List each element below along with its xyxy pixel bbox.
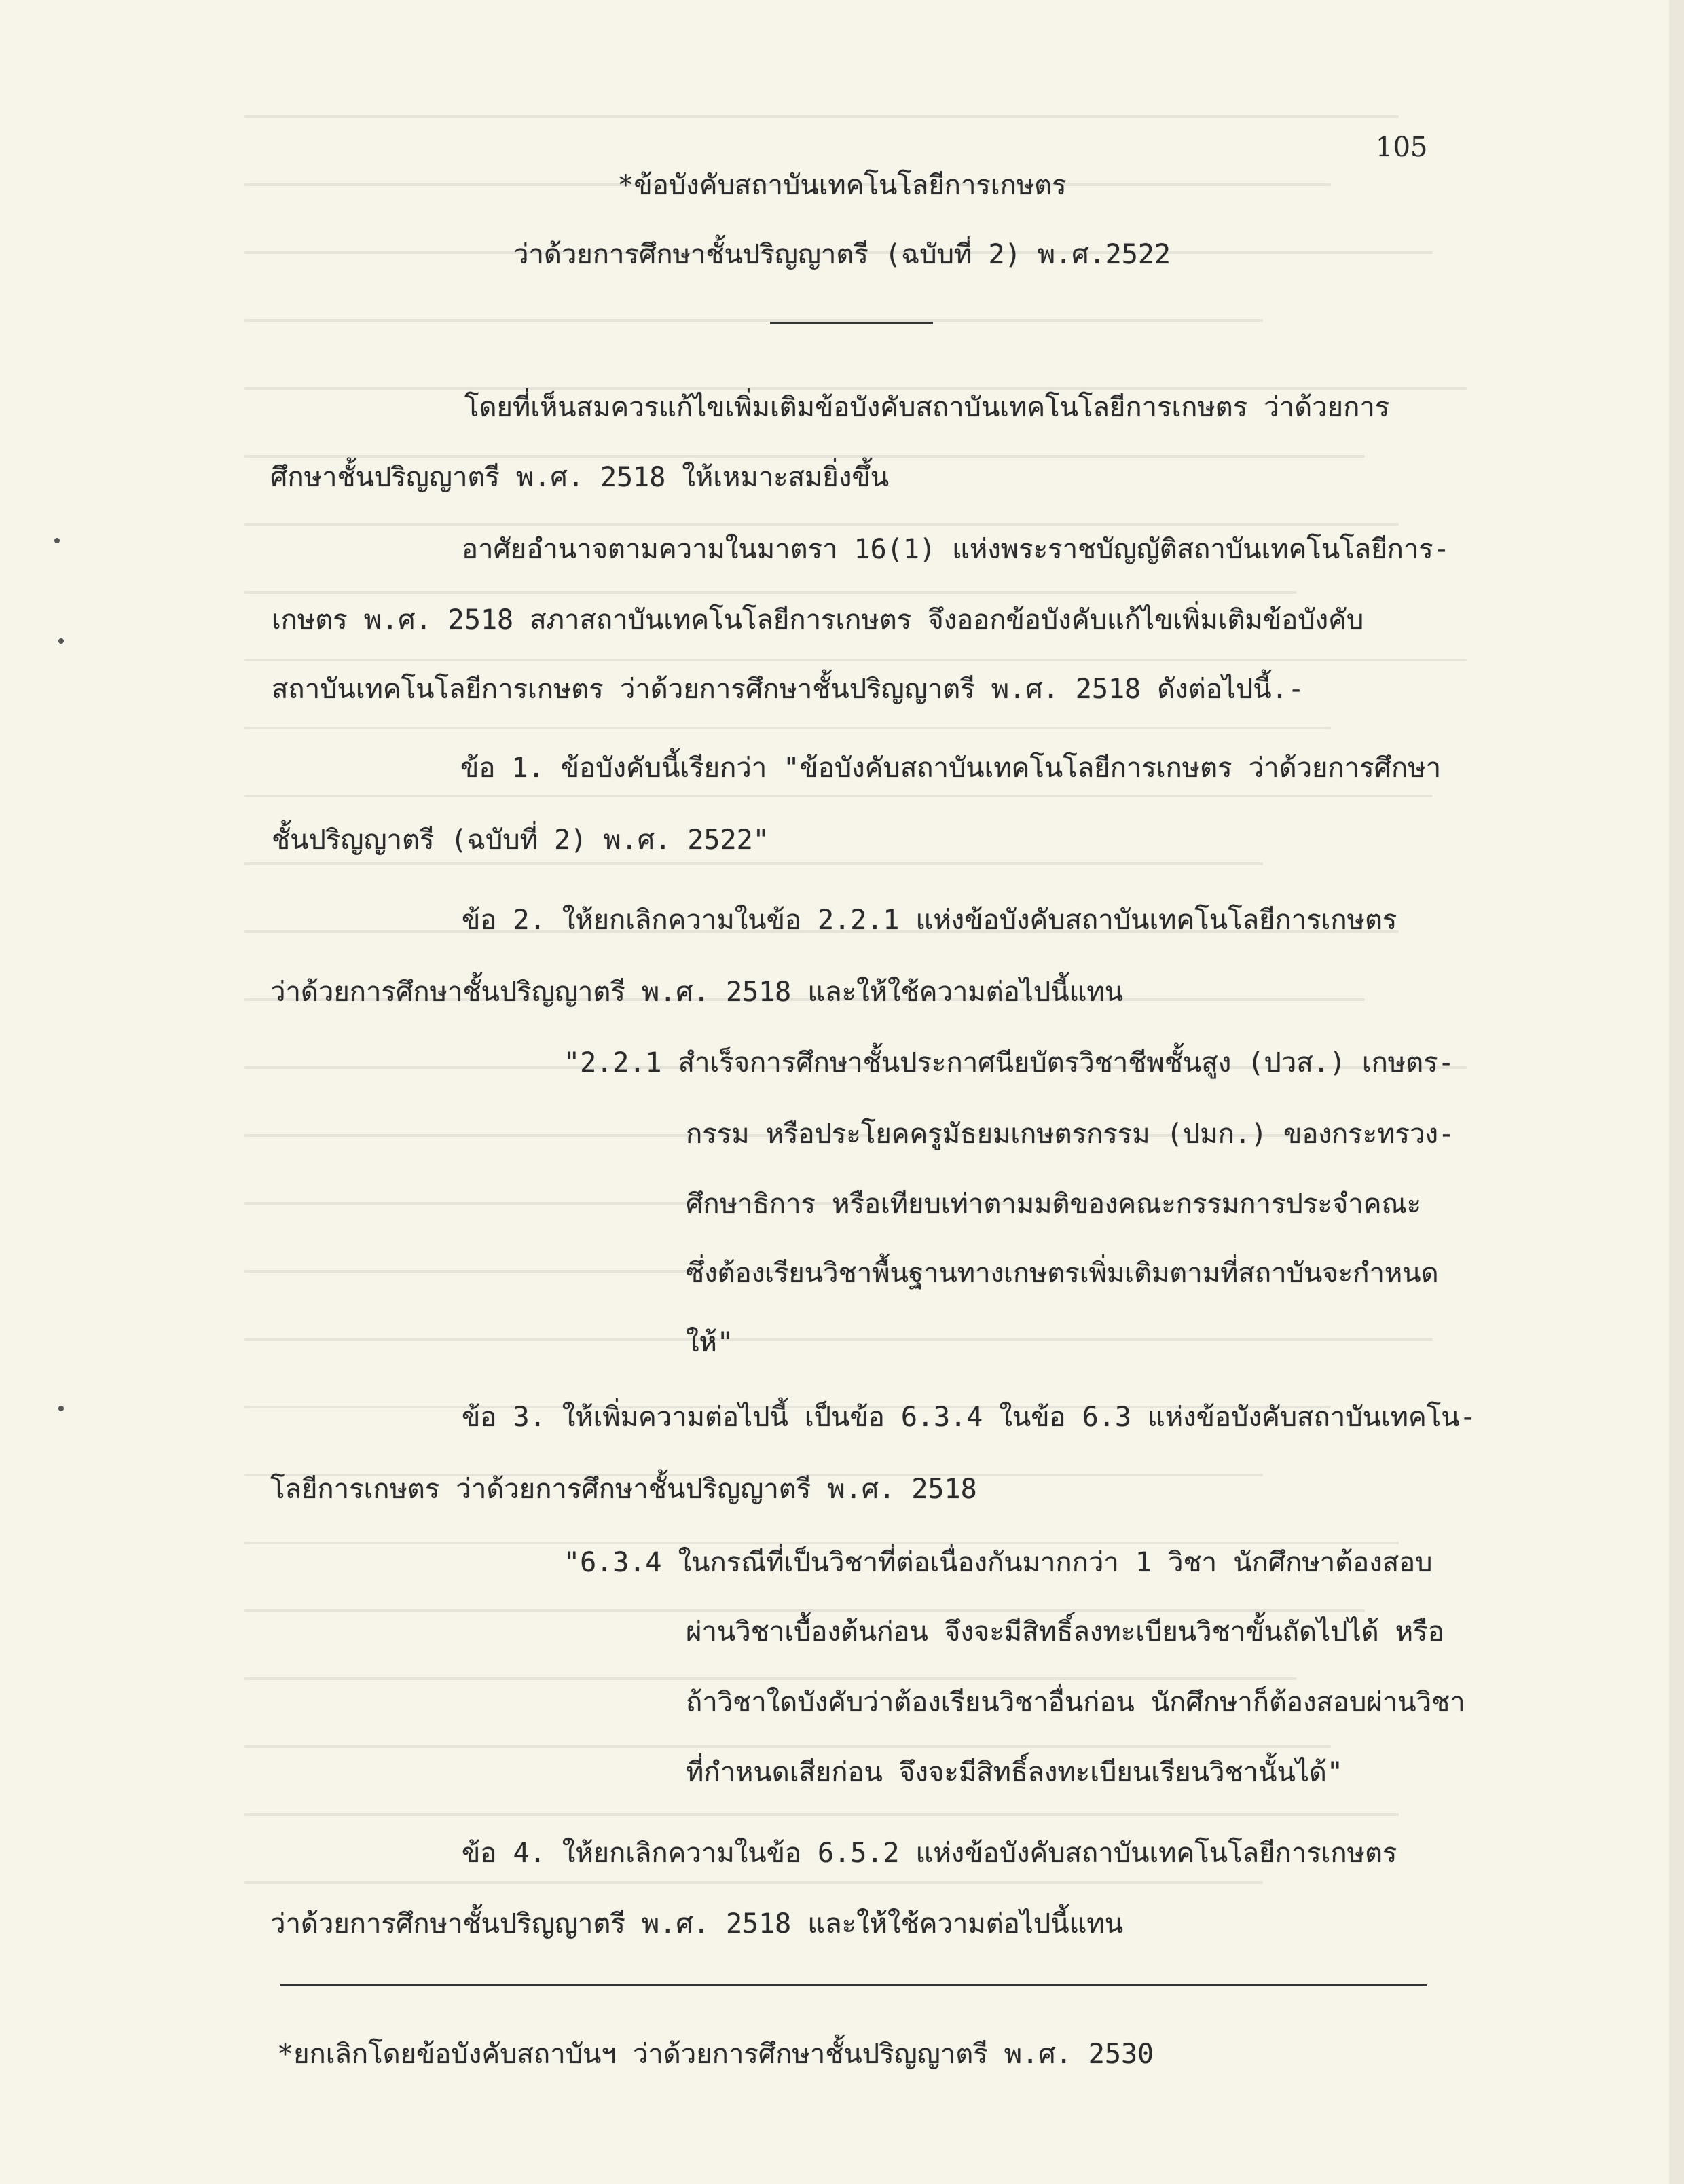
footnote: *ยกเลิกโดยข้อบังคับสถาบันฯ ว่าด้วยการศึกษาชั้นปริญญาตรี พ.ศ. 2530 (277, 2039, 1154, 2070)
clause-2-line-2: ว่าด้วยการศึกษาชั้นปริญญาตรี พ.ศ. 2518 และให้ใช้ความต่อไปนี้แทน (270, 977, 1124, 1008)
page-number: 105 (1376, 132, 1428, 163)
title-underline (770, 322, 933, 324)
punch-mark (58, 638, 64, 644)
quote-2-2-1-line-3: ศึกษาธิการ หรือเทียบเท่าตามมติของคณะกรรมการประจำคณะ (686, 1188, 1422, 1220)
clause-2-line-1: ข้อ 2. ให้ยกเลิกความในข้อ 2.2.1 แห่งข้อบังคับสถาบันเทคโนโลยีการเกษตร (462, 905, 1397, 936)
title-line-1: *ข้อบังคับสถาบันเทคโนโลยีการเกษตร (617, 170, 1067, 201)
preamble-p1-line-1: โดยที่เห็นสมควรแก้ไขเพิ่มเติมข้อบังคับสถาบันเทคโนโลยีการเกษตร ว่าด้วยการ (464, 392, 1390, 423)
title-line-2: ว่าด้วยการศึกษาชั้นปริญญาตรี (ฉบับที่ 2) พ.ศ.2522 (513, 239, 1171, 270)
clause-3-line-1: ข้อ 3. ให้เพิ่มความต่อไปนี้ เป็นข้อ 6.3.4 ในข้อ 6.3 แห่งข้อบังคับสถาบันเทคโน- (462, 1402, 1476, 1433)
quote-2-2-1-line-5: ให้" (686, 1327, 733, 1358)
quote-6-3-4-line-1: "6.3.4 ในกรณีที่เป็นวิชาที่ต่อเนื่องกันมากกว่า 1 วิชา นักศึกษาต้องสอบ (564, 1547, 1433, 1578)
clause-1-line-2: ชั้นปริญญาตรี (ฉบับที่ 2) พ.ศ. 2522" (272, 824, 769, 856)
quote-6-3-4-line-3: ถ้าวิชาใดบังคับว่าต้องเรียนวิชาอื่นก่อน นักศึกษาก็ต้องสอบผ่านวิชา (686, 1687, 1465, 1718)
clause-3-line-2: โลยีการเกษตร ว่าด้วยการศึกษาชั้นปริญญาตรี พ.ศ. 2518 (270, 1474, 977, 1505)
punch-mark (54, 538, 60, 543)
quote-6-3-4-line-2: ผ่านวิชาเบื้องต้นก่อน จึงจะมีสิทธิ์ลงทะเบียนวิชาขั้นถัดไปได้ หรือ (686, 1616, 1444, 1648)
preamble-p2-line-2: เกษตร พ.ศ. 2518 สภาสถาบันเทคโนโลยีการเกษตร จึงออกข้อบังคับแก้ไขเพิ่มเติมข้อบังคับ (272, 604, 1364, 636)
quote-6-3-4-line-4: ที่กำหนดเสียก่อน จึงจะมีสิทธิ์ลงทะเบียนเรียนวิชานั้นได้" (686, 1757, 1343, 1788)
footnote-rule (280, 1984, 1427, 1986)
preamble-p2-line-3: สถาบันเทคโนโลยีการเกษตร ว่าด้วยการศึกษาชั้นปริญญาตรี พ.ศ. 2518 ดังต่อไปนี้.- (272, 674, 1304, 705)
clause-4-line-2: ว่าด้วยการศึกษาชั้นปริญญาตรี พ.ศ. 2518 และให้ใช้ความต่อไปนี้แทน (270, 1908, 1124, 1940)
clause-4-line-1: ข้อ 4. ให้ยกเลิกความในข้อ 6.5.2 แห่งข้อบังคับสถาบันเทคโนโลยีการเกษตร (462, 1838, 1397, 1869)
page-edge (1669, 0, 1684, 2184)
preamble-p1-line-2: ศึกษาชั้นปริญญาตรี พ.ศ. 2518 ให้เหมาะสมยิ่งขึ้น (270, 462, 890, 493)
preamble-p2-line-1: อาศัยอำนาจตามความในมาตรา 16(1) แห่งพระราชบัญญัติสถาบันเทคโนโลยีการ- (462, 534, 1450, 565)
punch-mark (58, 1406, 64, 1411)
quote-2-2-1-line-2: กรรม หรือประโยคครูมัธยมเกษตรกรรม (ปมก.) ของกระทรวง- (686, 1118, 1455, 1150)
quote-2-2-1-line-1: "2.2.1 สำเร็จการศึกษาชั้นประกาศนียบัตรวิชาชีพชั้นสูง (ปวส.) เกษตร- (564, 1047, 1454, 1078)
quote-2-2-1-line-4: ซึ่งต้องเรียนวิชาพื้นฐานทางเกษตรเพิ่มเติมตามที่สถาบันจะกำหนด (686, 1258, 1439, 1289)
clause-1-line-1: ข้อ 1. ข้อบังคับนี้เรียกว่า "ข้อบังคับสถาบันเทคโนโลยีการเกษตร ว่าด้วยการศึกษา (460, 752, 1442, 784)
